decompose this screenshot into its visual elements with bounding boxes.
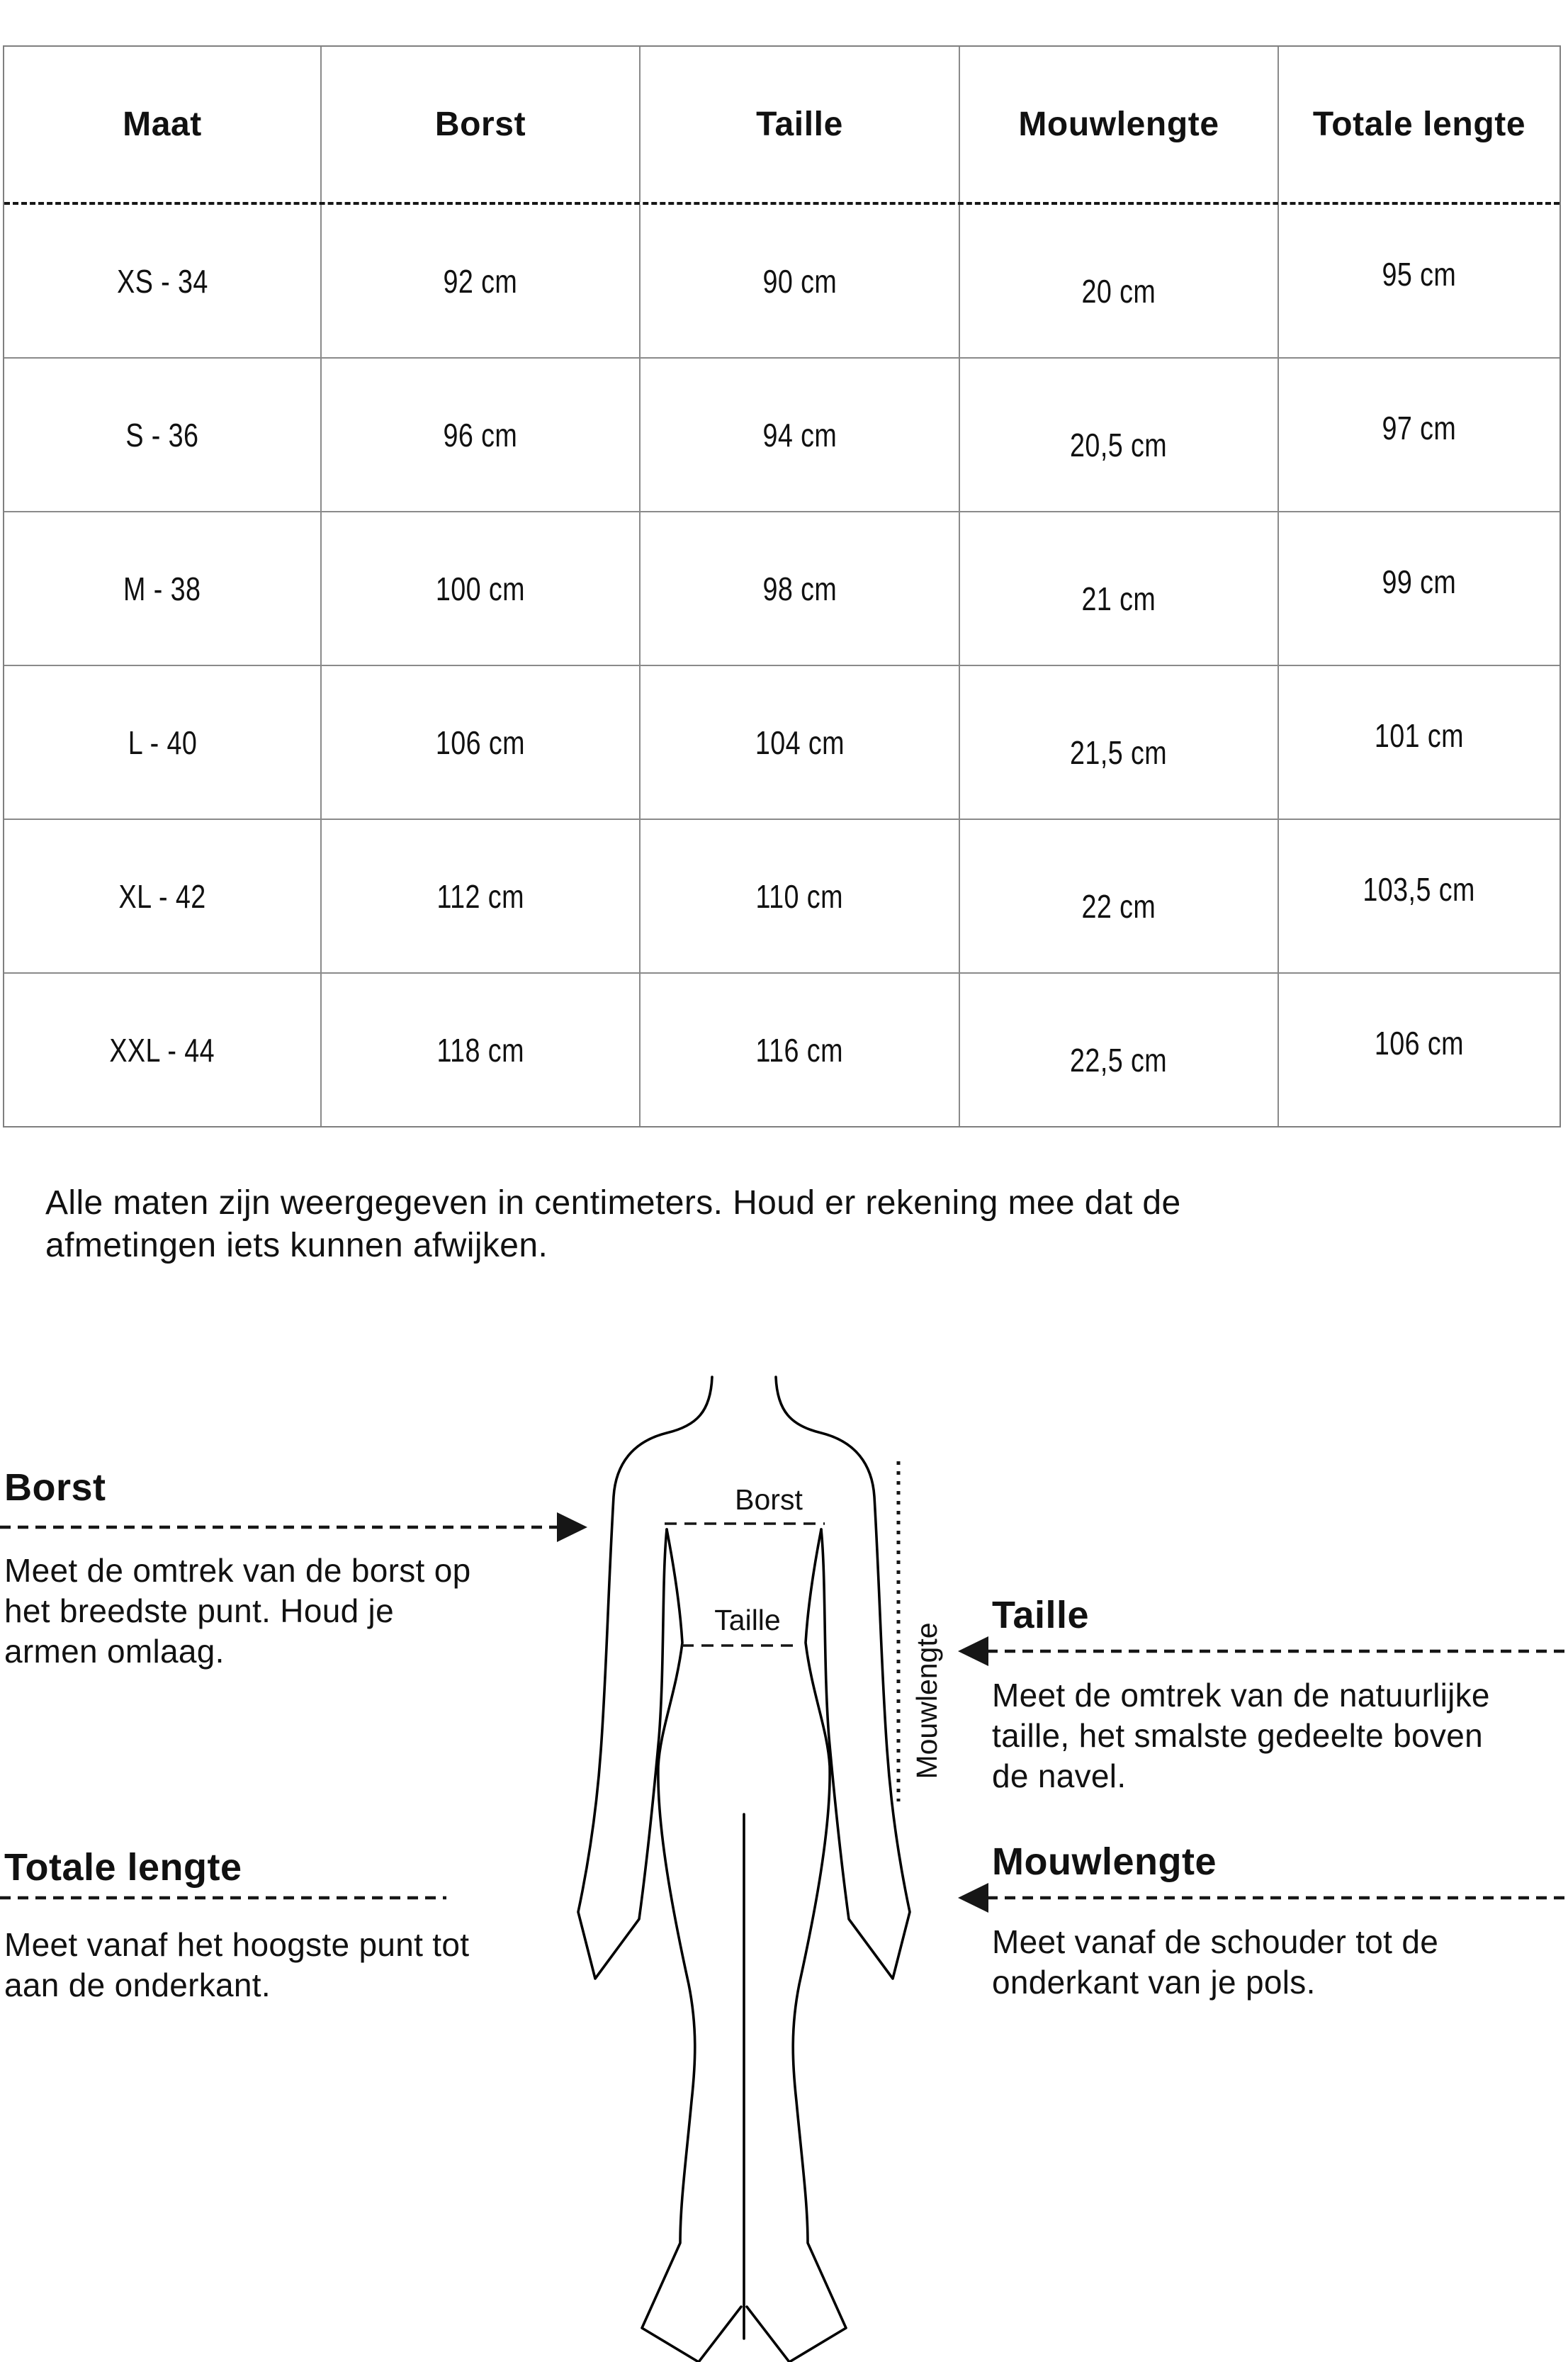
- waist-value: 110 cm: [755, 877, 844, 915]
- cell-taille: [641, 512, 960, 665]
- size-value: S - 36: [125, 416, 199, 454]
- taille-description: Meet de omtrek van de natuurlijke taille, het smalste gedeelte boven de navel.: [992, 1677, 1490, 1794]
- sleeve-label: Mouwlengte: [910, 1622, 943, 1779]
- waist-value: 90 cm: [762, 262, 837, 300]
- cell-mouwlengte: [960, 205, 1279, 357]
- chest-value: 96 cm: [443, 416, 518, 454]
- borst-heading: Borst: [4, 1466, 106, 1509]
- taille-arrow: [958, 1636, 1568, 1666]
- column-header-totale-lengte: Totale lengte: [1312, 106, 1526, 143]
- cell-taille: [641, 205, 960, 357]
- borst-description: Meet de omtrek van de borst op het breedste punt. Houd je armen omlaag.: [4, 1552, 471, 1670]
- cell-totale-lengte: [1279, 512, 1559, 665]
- taille-heading: Taille: [992, 1594, 1090, 1636]
- column-header-mouwlengte: Mouwlengte: [960, 47, 1279, 202]
- cell-borst: [322, 820, 641, 972]
- length-value: 106 cm: [1374, 1024, 1465, 1062]
- column-header-taille: Taille: [641, 47, 960, 202]
- cell-maat: [4, 820, 322, 972]
- cell-maat: [4, 512, 322, 665]
- cell-borst: [322, 974, 641, 1126]
- cell-mouwlengte: [960, 512, 1279, 665]
- sleeve-value: 21,5 cm: [1070, 733, 1168, 771]
- sleeve-value: 22 cm: [1081, 887, 1156, 925]
- chest-value: 118 cm: [436, 1031, 524, 1069]
- length-value: 95 cm: [1382, 255, 1457, 293]
- cell-maat: [4, 974, 322, 1126]
- waist-value: 94 cm: [762, 416, 837, 454]
- mouwlengte-heading: Mouwlengte: [992, 1840, 1217, 1883]
- cell-maat: [4, 205, 322, 357]
- size-table: [3, 45, 1561, 1127]
- cell-totale-lengte: [1279, 359, 1559, 511]
- cell-totale-lengte: [1279, 205, 1559, 357]
- chest-value: 92 cm: [443, 262, 518, 300]
- length-value: 99 cm: [1382, 563, 1457, 600]
- size-value: M - 38: [123, 570, 201, 607]
- size-value: XL - 42: [118, 877, 206, 915]
- length-value: 97 cm: [1382, 409, 1457, 446]
- table-row: [4, 202, 1559, 357]
- cell-borst: [322, 359, 641, 511]
- cell-mouwlengte: [960, 974, 1279, 1126]
- measurement-note: Alle maten zijn weergegeven in centimeters. Houd er rekening mee dat de afmetingen iets kunnen afwijken.: [45, 1184, 1181, 1264]
- cell-maat: [4, 666, 322, 819]
- table-row: [4, 511, 1559, 665]
- sleeve-value: 20 cm: [1081, 272, 1156, 310]
- column-header-borst: Borst: [322, 47, 641, 202]
- chest-value: 106 cm: [435, 724, 526, 761]
- waist-value: 98 cm: [762, 570, 837, 607]
- cell-borst: [322, 512, 641, 665]
- chest-label: Borst: [735, 1483, 803, 1516]
- cell-maat: [4, 359, 322, 511]
- table-row: [4, 972, 1559, 1126]
- chest-value: 100 cm: [435, 570, 526, 607]
- table-row: [4, 357, 1559, 511]
- column-header-maat: Maat: [4, 47, 322, 202]
- totale-lengte-description: Meet vanaf het hoogste punt tot aan de onderkant.: [4, 1926, 470, 2003]
- cell-totale-lengte: [1279, 820, 1559, 972]
- cell-mouwlengte: [960, 359, 1279, 511]
- cell-totale-lengte: [1279, 974, 1559, 1126]
- borst-arrow: [0, 1512, 587, 1542]
- cell-totale-lengte: [1279, 666, 1559, 819]
- mouwlengte-description: Meet vanaf de schouder tot de onderkant van je pols.: [992, 1923, 1439, 2001]
- size-value: XXL - 44: [109, 1031, 215, 1069]
- length-value: 101 cm: [1374, 716, 1465, 754]
- cell-borst: [322, 666, 641, 819]
- waist-label: Taille: [714, 1604, 781, 1636]
- mouwlengte-arrow: [958, 1883, 1568, 1913]
- cell-taille: [641, 359, 960, 511]
- table-row: [4, 665, 1559, 819]
- table-row: [4, 819, 1559, 972]
- cell-taille: [641, 666, 960, 819]
- cell-taille: [641, 974, 960, 1126]
- cell-mouwlengte: [960, 666, 1279, 819]
- length-value: 103,5 cm: [1363, 870, 1476, 908]
- table-header-row: [4, 47, 1559, 202]
- waist-value: 116 cm: [755, 1031, 844, 1069]
- sleeve-value: 22,5 cm: [1070, 1041, 1168, 1079]
- waist-value: 104 cm: [755, 724, 845, 761]
- sleeve-value: 21 cm: [1081, 580, 1156, 617]
- cell-borst: [322, 205, 641, 357]
- cell-taille: [641, 820, 960, 972]
- size-diagram: [0, 1368, 1568, 2362]
- sleeve-value: 20,5 cm: [1070, 426, 1168, 463]
- totale-lengte-heading: Totale lengte: [4, 1846, 242, 1889]
- size-value: XS - 34: [116, 262, 208, 300]
- cell-mouwlengte: [960, 820, 1279, 972]
- size-value: L - 40: [128, 724, 197, 761]
- chest-value: 112 cm: [436, 877, 524, 915]
